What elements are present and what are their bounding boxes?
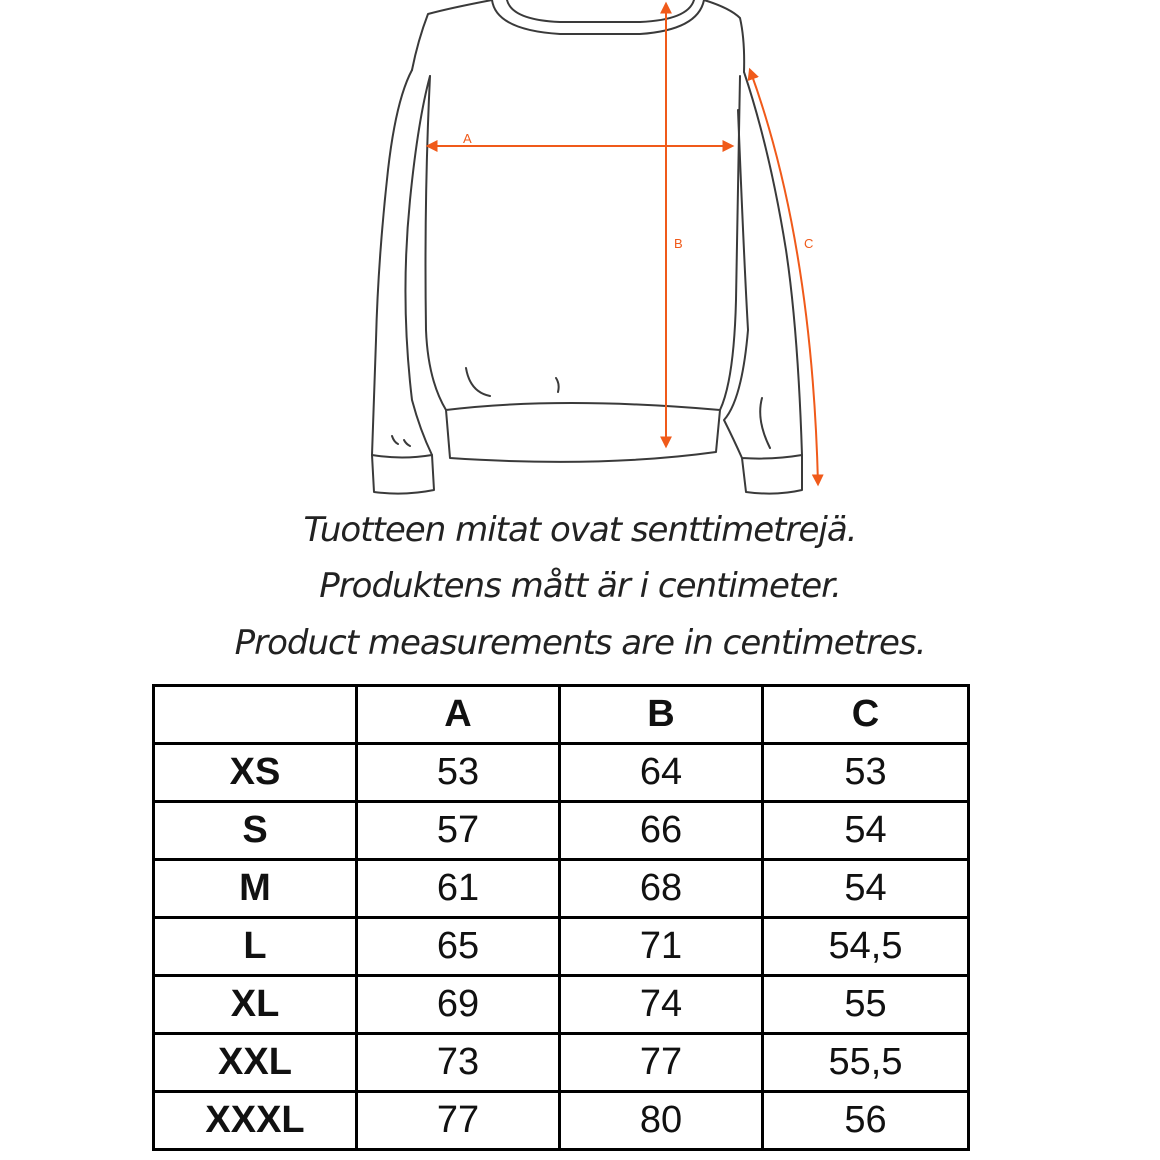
label-c: C — [804, 236, 814, 251]
b-cell: 71 — [560, 918, 763, 976]
size-cell: XL — [154, 976, 357, 1034]
table-row — [154, 1092, 969, 1150]
header-a: A — [357, 686, 560, 744]
b-cell: 77 — [560, 1034, 763, 1092]
size-cell: XS — [154, 744, 357, 802]
caption-finnish: Tuotteen mitat ovat senttimetrejä. — [303, 510, 857, 550]
body-left-side — [426, 76, 447, 410]
table-row — [154, 918, 969, 976]
b-cell: 66 — [560, 802, 763, 860]
c-cell: 54,5 — [763, 918, 969, 976]
sweatshirt-outline — [372, 0, 802, 494]
c-cell: 55,5 — [763, 1034, 969, 1092]
left-cuff — [372, 455, 434, 494]
size-cell: XXL — [154, 1034, 357, 1092]
a-cell: 73 — [357, 1034, 560, 1092]
a-cell: 69 — [357, 976, 560, 1034]
header-b: B — [560, 686, 763, 744]
c-cell: 53 — [763, 744, 969, 802]
size-cell: S — [154, 802, 357, 860]
size-table — [152, 684, 970, 1151]
hem-band — [446, 403, 720, 462]
a-cell: 61 — [357, 860, 560, 918]
a-cell: 77 — [357, 1092, 560, 1150]
table-row — [154, 976, 969, 1034]
header-size — [154, 686, 357, 744]
size-cell: M — [154, 860, 357, 918]
b-cell: 68 — [560, 860, 763, 918]
b-cell: 74 — [560, 976, 763, 1034]
sweatshirt-diagram — [0, 0, 1160, 510]
caption-swedish: Produktens mått är i centimeter. — [319, 566, 841, 606]
label-b: B — [674, 236, 683, 251]
b-cell: 64 — [560, 744, 763, 802]
b-cell: 80 — [560, 1092, 763, 1150]
label-a: A — [463, 131, 472, 146]
table-header-row — [154, 686, 969, 744]
size-cell: L — [154, 918, 357, 976]
body-right-side — [720, 76, 740, 410]
header-c: C — [763, 686, 969, 744]
table-row — [154, 860, 969, 918]
c-cell: 54 — [763, 802, 969, 860]
a-cell: 65 — [357, 918, 560, 976]
size-cell: XXXL — [154, 1092, 357, 1150]
table-row — [154, 744, 969, 802]
c-cell: 54 — [763, 860, 969, 918]
right-sleeve — [744, 72, 802, 455]
c-cell: 56 — [763, 1092, 969, 1150]
table-row — [154, 1034, 969, 1092]
caption-english: Product measurements are in centimetres. — [234, 623, 926, 663]
table-row — [154, 802, 969, 860]
c-cell: 55 — [763, 976, 969, 1034]
a-cell: 57 — [357, 802, 560, 860]
right-cuff — [742, 455, 802, 494]
a-cell: 53 — [357, 744, 560, 802]
